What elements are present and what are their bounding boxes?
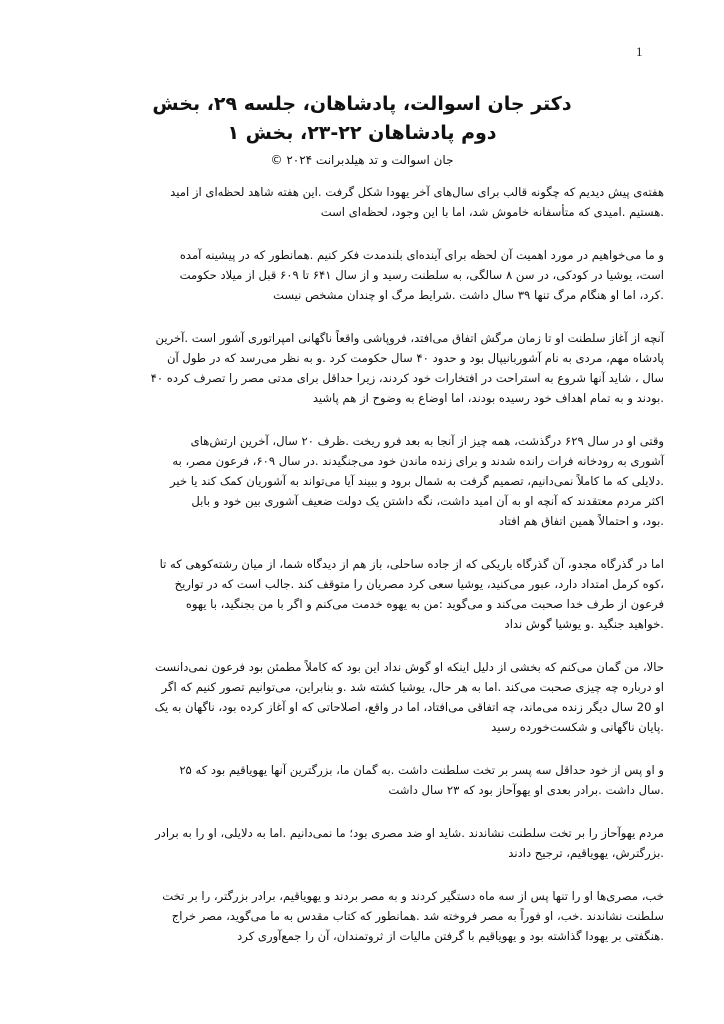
text-line: .هنگفتی بر یهودا گذاشته بود و یهویاقیم با گرفتن مالیات از ثروتمندان، آن را جمع‌آوری کرد xyxy=(237,929,664,943)
text-line: .دلایلی که ما کاملاً نمی‌دانیم، تصمیم گرفت به شمال برود و ببیند آیا می‌تواند به آشوریان کمک کند یا خیر xyxy=(169,474,664,488)
text-line: .بود، و احتمالاً همین اتفاق هم افتاد xyxy=(498,514,664,528)
paragraph-3 xyxy=(60,328,664,408)
text-line: حالا، من گمان می‌کنم که بخشی از دلیل اینکه او گوش نداد این بود که کاملاً مطمئن بود فرعون نمی‌دانست xyxy=(155,660,664,674)
paragraph-6 xyxy=(60,657,664,737)
text-line: است، یوشیا در کودکی، در سن ۸ سالگی، به سلطنت رسید و از سال ۶۴۱ تا ۶۰۹ قبل از میلاد حکومت xyxy=(179,268,664,282)
text-line: فرعون از طرف خدا صحبت می‌کند و می‌گوید :من به یهوه خدمت می‌کنم و اگر با من بجنگید، با یهوه xyxy=(185,597,664,611)
paragraph-7 xyxy=(60,760,664,800)
document-header xyxy=(60,90,664,170)
text-line: سلطنت نشاندند .خب، او فوراً به مصر فروخته شد .همانطور که کتاب مقدس به ما می‌گوید، مصر خراج xyxy=(171,909,664,923)
text-line: و ما می‌خواهیم در مورد اهمیت آن لحظه برای آینده‌ای بلندمدت فکر کنیم .همانطور که در پیشینه آمده xyxy=(179,248,664,262)
text-line: پادشاه مهم، مردی به نام آشوربانیپال بود و حدود ۴۰ سال حکومت کرد .و به نظر می‌رسد که در طول آن xyxy=(166,351,664,365)
text-line: اکثر مردم معتقدند که آنچه او به آن امید داشت، نگه داشتن یک دولت ضعیف آشوری بین خود و بابل xyxy=(191,494,664,508)
text-line: خب، مصری‌ها او را تنها پس از سه ماه دستگیر کردند و به مصر بردند و یهویاقیم، برادر بزرگتر، را بر تخت xyxy=(162,889,664,903)
text-line: و او پس از خود حداقل سه پسر بر تخت سلطنت داشت .به گمان ما، بزرگترین آنها یهویاقیم بود که ۲۵ xyxy=(179,763,664,777)
paragraph-4 xyxy=(60,431,664,531)
paragraph-1 xyxy=(60,182,664,222)
page-number: 1 xyxy=(636,44,643,59)
text-line: او 20 سال دیگر زنده می‌ماند، چه اتفاقی می‌افتاد، اما در واقع، اصلاحاتی که او آغاز کرده بود، ناگهان به یک xyxy=(154,700,664,714)
text-line: اما در گذرگاه مجدو، آن گذرگاه باریکی که از جاده ساحلی، باز هم از دیدگاه شما، از میان رشته‌کوهی که تا xyxy=(159,557,664,571)
text-line: .خواهید جنگید .و یوشیا گوش نداد xyxy=(504,617,664,631)
copyright-line: جان اسوالت و تد هیلدبرانت ۲۰۲۴ © xyxy=(270,153,454,167)
text-line: .سال داشت .برادر بعدی او یهوآحاز بود که ۲۳ سال داشت xyxy=(388,783,664,797)
text-line: .کرد، اما او هنگام مرگ تنها ۳۹ سال داشت .شرایط مرگ او چندان مشخص نیست xyxy=(272,288,664,302)
text-line: او درباره چه چیزی صحبت می‌کند .اما به هر حال، یوشیا کشته شد .و بنابراین، می‌توانیم تصور کنیم که اگر xyxy=(161,680,664,694)
text-line: سال ، شاید آنها شروع به استراحت در افتخارات خود کردند، زیرا حداقل برای مدتی مصر را تصرف کرده ۴۰ xyxy=(150,371,664,385)
document-body xyxy=(60,182,664,969)
text-line: مردم یهوآحاز را بر تخت سلطنت نشاندند .شاید او ضد مصری بود؛ ما نمی‌دانیم .اما به دلایلی، او را به برادر xyxy=(155,826,664,840)
title-line-2: دوم پادشاهان ۲۲-۲۳، بخش ۱ xyxy=(227,122,497,144)
text-line: .هستیم .امیدی که متأسفانه خاموش شد، اما با این وجود، لحظه‌ای است xyxy=(320,205,664,219)
paragraph-8 xyxy=(60,823,664,863)
text-line: آنچه از آغاز سلطنت او تا زمان مرگش اتفاق می‌افتد، فروپاشی واقعاً ناگهانی امپراتوری آشور است .آخرین xyxy=(155,331,664,345)
text-line: .پایان ناگهانی و شکست‌خورده رسید xyxy=(491,720,664,734)
text-line: .بودند و به تمام اهداف خود رسیده بودند، اما اوضاع به وضوح از هم پاشید xyxy=(312,391,664,405)
title-line-1: دکتر جان اسوالت، پادشاهان، جلسه ۲۹، بخش xyxy=(152,93,572,115)
text-line: هفته‌ی پیش دیدیم که چگونه قالب برای سال‌های آخر یهودا شکل گرفت .این هفته شاهد لحظه‌ای از امید xyxy=(170,185,664,199)
text-line: ،کوه کرمل امتداد دارد، عبور می‌کنید، یوشیا سعی کرد مصریان را متوقف کند .جالب است که در تواریخ xyxy=(174,577,664,591)
paragraph-9 xyxy=(60,886,664,946)
text-line: .بزرگترش، یهویاقیم، ترجیح دادند xyxy=(508,846,664,860)
text-line: آشوری به رودخانه فرات رانده شدند و برای زنده ماندن خود می‌جنگیدند .در سال ۶۰۹، فرعون مصر، به xyxy=(172,454,664,468)
paragraph-5 xyxy=(60,554,664,634)
text-line: وقتی او در سال ۶۲۹ درگذشت، همه چیز از آنجا به بعد فرو ریخت .ظرف ۲۰ سال، آخرین ارتش‌های xyxy=(190,434,664,448)
paragraph-2 xyxy=(60,245,664,305)
